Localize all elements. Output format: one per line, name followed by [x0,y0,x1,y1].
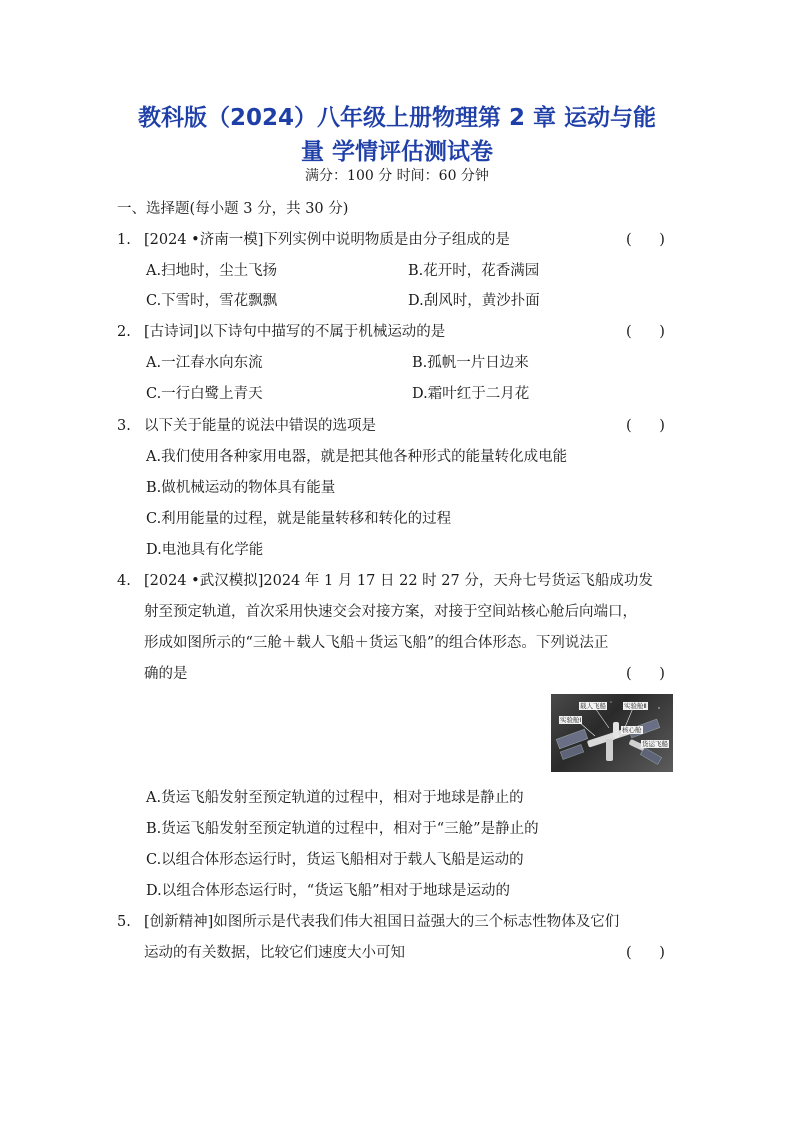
q3-number: 3. [117,418,131,434]
q2-stem: [古诗词]以下诗句中描写的不属于机械运动的是 [144,324,446,340]
q1-option-c: C.下雪时，雪花飘飘 [146,293,278,309]
q3-stem: 以下关于能量的说法中错误的选项是 [144,418,376,434]
q2-option-a: A.一江春水向东流 [146,355,263,371]
q3-answer-blank[interactable]: ( ) [626,418,665,434]
space-station-illustration [551,694,673,772]
q3-option-a: A.我们使用各种家用电器，就是把其他各种形式的能量转化成电能 [146,449,568,465]
q2-number: 2. [117,324,131,340]
figure-label-cargo-ship: 货运飞船 [642,740,668,748]
section-heading: 一、选择题(每小题 3 分，共 30 分) [117,201,349,217]
q3-option-d: D.电池具有化学能 [146,542,264,558]
q3-option-b: B.做机械运动的物体具有能量 [146,480,336,496]
q4-stem-line-1: [2024 •武汉模拟]2024 年 1 月 17 日 22 时 27 分，天舟七号货运飞船成功发 [144,573,653,589]
exam-title-line-2: 量 学情评估测试卷 [300,139,493,165]
q1-option-d: D.刮风时，黄沙扑面 [408,293,540,309]
q4-stem-line-4: 确的是 [144,666,188,682]
q1-option-b: B.花开时，花香满园 [408,263,540,279]
q2-option-c: C.一行白鹭上青天 [146,386,263,402]
figure-label-crewed-ship: 载人飞船 [580,702,606,710]
q2-answer-blank[interactable]: ( ) [626,324,665,340]
q4-stem-line-2: 射至预定轨道，首次采用快速交会对接方案，对接于空间站核心舱后向端口， [144,604,637,620]
figure-label-core-module: 核心舱 [622,726,642,734]
q2-option-d: D.霜叶红于二月花 [412,386,530,402]
q4-stem-line-3: 形成如图所示的“三舱＋载人飞船＋货运飞船”的组合体形态。下列说法正 [144,635,609,651]
figure-label-lab-module-2: 实验舱Ⅱ [624,702,647,710]
q4-option-c: C.以组合体形态运行时，货运飞船相对于载人飞船是运动的 [146,852,524,868]
q4-option-a: A.货运飞船发射至预定轨道的过程中，相对于地球是静止的 [146,790,524,806]
q4-answer-blank[interactable]: ( ) [626,666,665,682]
q1-answer-blank[interactable]: ( ) [626,232,665,248]
exam-title-line-1: 教科版（2024）八年级上册物理第 2 章 运动与能 [137,105,657,131]
space-station-figure [551,694,673,772]
q1-stem: [2024 •济南一模]下列实例中说明物质是由分子组成的是 [144,232,510,248]
q4-option-d: D.以组合体形态运行时，“货运飞船”相对于地球是运动的 [146,883,511,899]
q1-number: 1. [117,232,131,248]
q5-stem-line-1: [创新精神]如图所示是代表我们伟大祖国日益强大的三个标志性物体及它们 [144,914,620,930]
exam-meta: 满分：100 分 时间：60 分钟 [305,168,489,184]
q4-number: 4. [117,573,131,589]
figure-label-lab-module-1: 实验舱Ⅰ [560,716,582,724]
q2-option-b: B.孤帆一片日边来 [412,355,529,371]
q3-option-c: C.利用能量的过程，就是能量转移和转化的过程 [146,511,452,527]
q1-option-a: A.扫地时，尘土飞扬 [146,263,278,279]
q4-option-b: B.货运飞船发射至预定轨道的过程中，相对于“三舱”是静止的 [146,821,539,837]
q5-number: 5. [117,914,131,930]
q5-stem-line-2: 运动的有关数据，比较它们速度大小可知 [144,945,405,961]
q5-answer-blank[interactable]: ( ) [626,945,665,961]
